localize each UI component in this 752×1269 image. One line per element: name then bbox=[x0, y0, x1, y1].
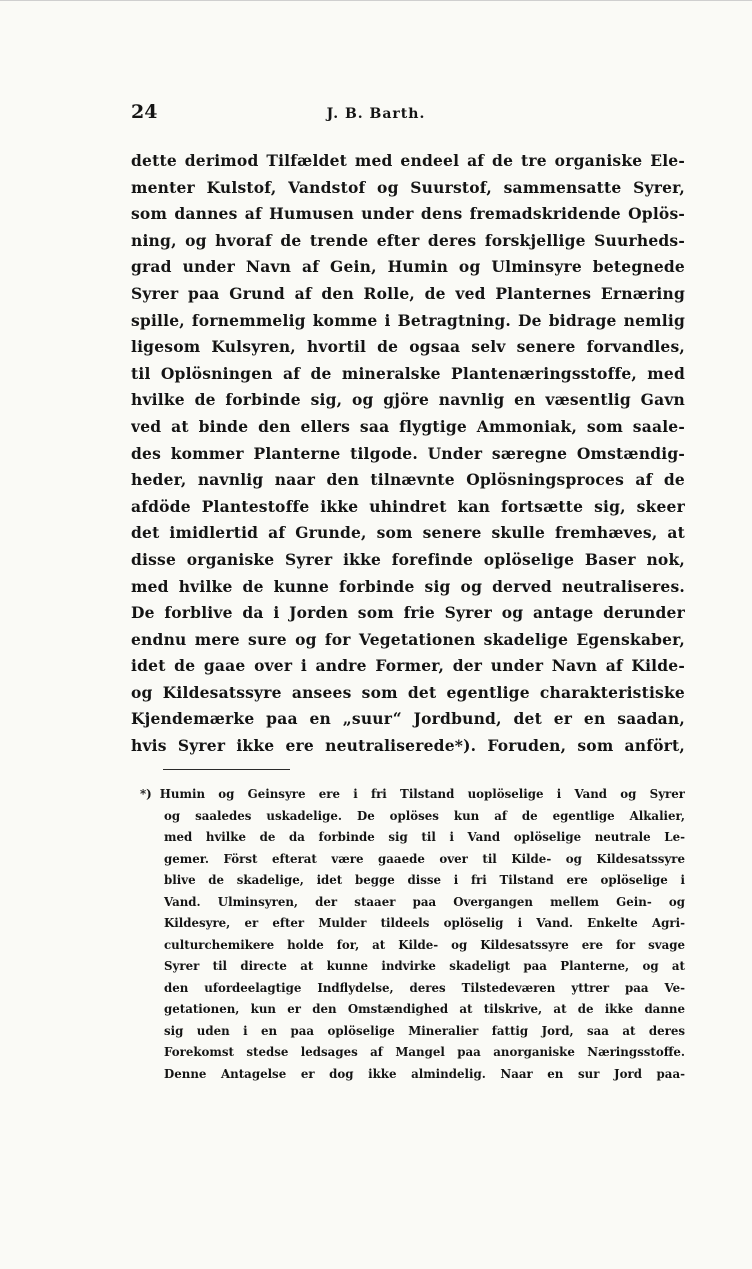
body-text bbox=[131, 148, 685, 760]
running-head: J. B. Barth. bbox=[326, 106, 426, 122]
body-line: afdöde Plantestoffe ikke uhindret kan fortsætte sig, skeer bbox=[131, 496, 685, 516]
footnote-line: med hvilke de da forbinde sig til i Vand oplöselige neutrale Le- bbox=[164, 830, 685, 844]
footnote-line-text: Humin og Geinsyre ere i fri Tilstand uoplöselige i Vand og Syrer bbox=[159, 787, 685, 801]
footnote-line: Syrer til directe at kunne indvirke skadeligt paa Planterne, og at bbox=[164, 959, 685, 973]
page-number: 24 bbox=[131, 101, 158, 123]
footnote-line: Kildesyre, er efter Mulder tildeels oplöselig i Vand. Enkelte Agri- bbox=[164, 916, 685, 930]
body-line: des kommer Planterne tilgode. Under særegne Omstændig- bbox=[131, 443, 685, 463]
footnote-line: blive de skadelige, idet begge disse i fri Tilstand ere oplöselige i bbox=[164, 873, 685, 887]
body-line: det imidlertid af Grunde, som senere skulle fremhæves, at bbox=[131, 523, 685, 543]
footnote-line: Forekomst stedse ledsages af Mangel paa anorganiske Næringsstoffe. bbox=[164, 1045, 685, 1059]
body-line: som dannes af Humusen under dens fremadskridende Oplös- bbox=[131, 204, 685, 224]
body-line: menter Kulstof, Vandstof og Suurstof, sammensatte Syrer, bbox=[131, 177, 685, 197]
body-line: ligesom Kulsyren, hvortil de ogsaa selv senere forvandles, bbox=[131, 337, 685, 357]
body-line: og Kildesatssyre ansees som det egentlige charakteristiske bbox=[131, 682, 685, 702]
footnote-line: Vand. Ulminsyren, der staaer paa Overgangen mellem Gein- og bbox=[164, 894, 685, 909]
footnote-line: den ufordeelagtige Indflydelse, deres Tilstedeværen yttrer paa Ve- bbox=[164, 980, 685, 995]
body-line: endnu mere sure og for Vegetationen skadelige Egenskaber, bbox=[131, 629, 685, 649]
body-line: hvilke de forbinde sig, og gjöre navnlig en væsentlig Gavn bbox=[131, 390, 685, 410]
footnote-line: Denne Antagelse er dog ikke almindelig. Naar en sur Jord paa- bbox=[164, 1066, 685, 1081]
footnote-divider bbox=[163, 769, 290, 770]
body-line: spille, fornemmelig komme i Betragtning. De bidrage nemlig bbox=[131, 310, 685, 330]
body-line: disse organiske Syrer ikke forefinde oplöselige Baser nok, bbox=[131, 549, 685, 569]
footnote bbox=[140, 784, 685, 1085]
body-line: heder, navnlig naar den tilnævnte Oplösningsproces af de bbox=[131, 470, 685, 490]
footnote-line bbox=[140, 784, 685, 806]
body-line: idet de gaae over i andre Former, der under Navn af Kilde- bbox=[131, 656, 685, 676]
body-line: ning, og hvoraf de trende efter deres forskjellige Suurheds- bbox=[131, 230, 685, 250]
footnote-line: getationen, kun er den Omstændighed at tilskrive, at de ikke danne bbox=[164, 1002, 685, 1016]
body-line: De forblive da i Jorden som frie Syrer og antage derunder bbox=[131, 603, 685, 623]
body-line: Kjendemærke paa en „suur“ Jordbund, det er en saadan, bbox=[131, 709, 685, 729]
footnote-line: gemer. Först efterat være gaaede over til Kilde- og Kildesatssyre bbox=[164, 851, 685, 866]
footnote-line: sig uden i en paa oplöselige Mineralier fattig Jord, saa at deres bbox=[164, 1023, 685, 1038]
body-line: grad under Navn af Gein, Humin og Ulminsyre betegnede bbox=[131, 257, 685, 277]
body-line: dette derimod Tilfældet med endeel af de tre organiske Ele- bbox=[131, 151, 685, 170]
body-line: Syrer paa Grund af den Rolle, de ved Planternes Ernæring bbox=[131, 283, 685, 303]
body-line: hvis Syrer ikke ere neutraliserede*). Foruden, som anfört, bbox=[131, 736, 685, 756]
footnote-marker: *) bbox=[140, 787, 152, 801]
page-top-edge bbox=[0, 0, 752, 1]
footnote-line: og saaledes uskadelige. De oplöses kun af de egentlige Alkalier, bbox=[164, 808, 685, 823]
body-line: med hvilke de kunne forbinde sig og derved neutraliseres. bbox=[131, 576, 685, 596]
footnote-line: culturchemikere holde for, at Kilde- og Kildesatssyre ere for svage bbox=[164, 937, 685, 952]
body-line: ved at binde den ellers saa flygtige Ammoniak, som saale- bbox=[131, 416, 685, 436]
body-line: til Oplösningen af de mineralske Plantenæringsstoffe, med bbox=[131, 363, 685, 383]
